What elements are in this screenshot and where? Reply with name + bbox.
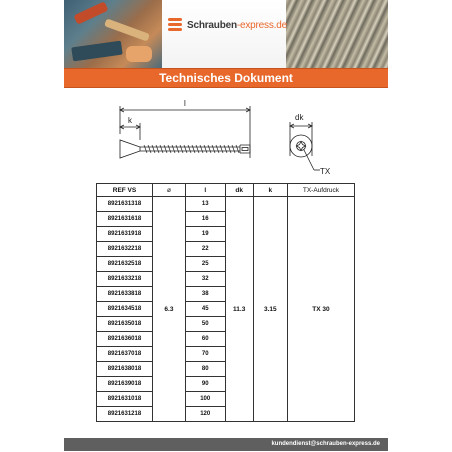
cell-ref: 8921636018 xyxy=(97,332,153,347)
cell-ref: 8921631318 xyxy=(97,197,153,212)
title-bar xyxy=(64,68,388,88)
cell-length: 16 xyxy=(185,212,225,227)
label-k: k xyxy=(128,116,132,125)
cell-length: 38 xyxy=(185,287,225,302)
footer-email: kundendienst@schrauben-express.de xyxy=(271,441,380,447)
label-dk: dk xyxy=(295,113,304,122)
spec-table xyxy=(96,183,355,422)
cell-dk: 11.3 xyxy=(225,197,253,422)
page-title: Technisches Dokument xyxy=(159,71,293,85)
brand-main: Schrauben xyxy=(187,19,237,31)
cell-length: 45 xyxy=(185,302,225,317)
cell-tx: TX 30 xyxy=(287,197,354,422)
cell-length: 22 xyxy=(185,242,225,257)
cell-length: 80 xyxy=(185,362,225,377)
cell-ref: 8921637018 xyxy=(97,347,153,362)
brand-accent: -express.de xyxy=(236,19,287,31)
cell-length: 120 xyxy=(185,407,225,422)
cell-ref: 8921633218 xyxy=(97,272,153,287)
screw-drawing xyxy=(64,90,388,180)
header-dk: dk xyxy=(225,184,253,197)
cell-ref: 8921635018 xyxy=(97,317,153,332)
header-diameter: ø xyxy=(152,184,185,197)
cell-length: 50 xyxy=(185,317,225,332)
cell-length: 19 xyxy=(185,227,225,242)
header-ref: REF VS xyxy=(97,184,153,197)
cell-ref: 8921638018 xyxy=(97,362,153,377)
cell-k: 3.15 xyxy=(253,197,287,422)
cell-length: 25 xyxy=(185,257,225,272)
cell-ref: 8921631018 xyxy=(97,392,153,407)
cell-ref: 8921632218 xyxy=(97,242,153,257)
cell-diameter: 6.3 xyxy=(152,197,185,422)
document-page xyxy=(64,0,388,452)
cell-ref: 8921631218 xyxy=(97,407,153,422)
table-body xyxy=(97,197,355,422)
header-k: k xyxy=(253,184,287,197)
header-banner xyxy=(64,0,388,68)
cell-length: 70 xyxy=(185,347,225,362)
cell-length: 32 xyxy=(185,272,225,287)
brand-logo xyxy=(166,16,287,34)
cell-ref: 8921632518 xyxy=(97,257,153,272)
tools-photo xyxy=(64,0,162,68)
header-length: l xyxy=(185,184,225,197)
footer xyxy=(64,438,388,451)
brand-name xyxy=(187,20,287,31)
cell-length: 13 xyxy=(185,197,225,212)
label-l: l xyxy=(184,99,186,108)
screws-photo xyxy=(286,0,388,68)
cell-ref: 8921631618 xyxy=(97,212,153,227)
header-tx: TX-Aufdruck xyxy=(287,184,354,197)
logo-icon xyxy=(166,16,184,34)
cell-length: 60 xyxy=(185,332,225,347)
table-row xyxy=(97,197,355,212)
cell-ref: 8921634518 xyxy=(97,302,153,317)
cell-ref: 8921633818 xyxy=(97,287,153,302)
cell-length: 100 xyxy=(185,392,225,407)
cell-ref: 8921639018 xyxy=(97,377,153,392)
label-tx: TX xyxy=(320,167,331,176)
cell-ref: 8921631918 xyxy=(97,227,153,242)
table-header-row xyxy=(97,184,355,197)
cell-length: 90 xyxy=(185,377,225,392)
logo-area xyxy=(162,0,286,68)
